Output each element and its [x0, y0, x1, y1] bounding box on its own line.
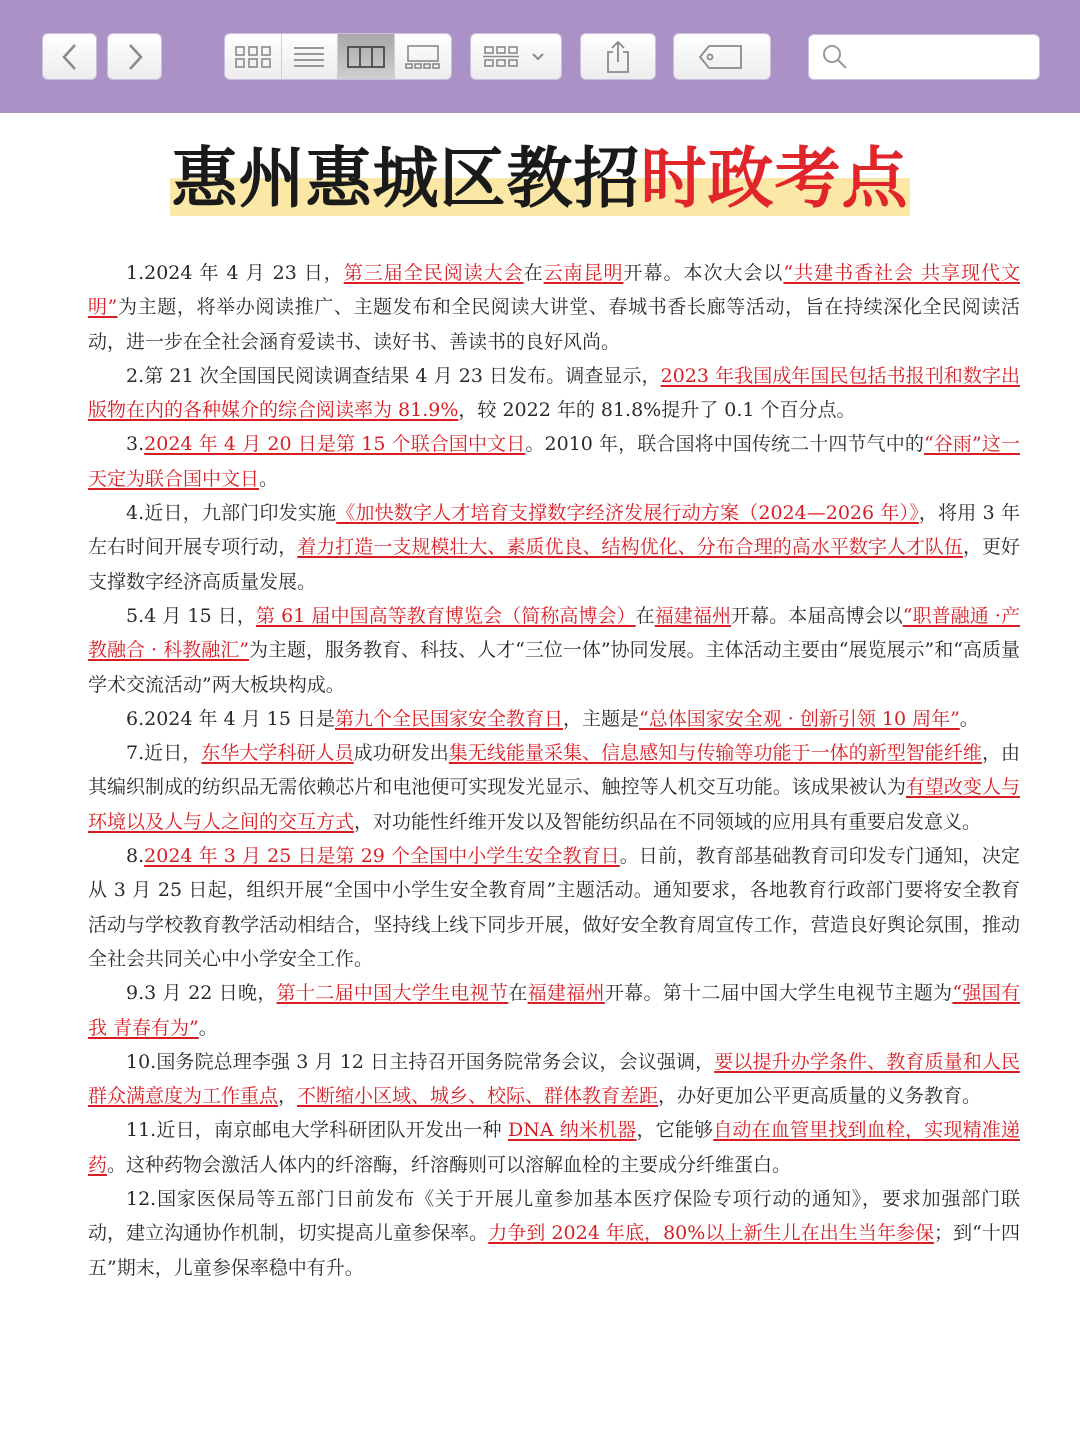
body-text: 为主题，服务教育、科技、人才“三位一体”协同发展。主体活动主要由“展览展示”和“高质量学术交流活动”两大板块构成。 — [88, 639, 1020, 696]
search-input[interactable] — [857, 38, 1031, 76]
highlight-text: 有望改变人与环境以及人与人之间的交互方式 — [88, 776, 1020, 833]
list-view-button[interactable] — [282, 34, 339, 79]
body-text: 6.2024 年 4 月 15 日是 — [126, 707, 335, 730]
highlight-text: “谷雨”这一天定为联合国中文日 — [88, 433, 1020, 490]
news-item — [88, 599, 1020, 702]
highlight-text: 第十二届中国大学生电视节 — [276, 982, 509, 1005]
body-text: ，较 2022 年的 81.8%提升了 0.1 个百分点。 — [458, 399, 856, 422]
body-text: 11.近日，南京邮电大学科研团队开发出一种 — [126, 1119, 508, 1142]
news-item — [88, 976, 1020, 1045]
share-button[interactable] — [580, 33, 656, 80]
body-text: ，更好支撑数字经济高质量发展。 — [88, 536, 1020, 593]
title-red-part: 时政考点 — [640, 140, 909, 217]
group-by-icon — [481, 44, 551, 70]
highlight-text: 力争到 2024 年底，80%以上新生儿在出生当年参保 — [488, 1222, 935, 1245]
highlight-text: 2024 年 4 月 20 日是第 15 个联合国中文日 — [144, 433, 526, 456]
gallery-view-icon — [404, 44, 442, 70]
highlight-text: “强国有我 青春有为” — [88, 982, 1020, 1039]
body-text: 。 — [259, 467, 279, 490]
news-item — [88, 736, 1020, 839]
highlight-text: “职普融通 ·产教融合 · 科教融汇” — [88, 604, 1020, 662]
highlight-text: 不断缩小区域、城乡、校际、群体教育差距 — [297, 1085, 659, 1108]
gallery-view-button[interactable] — [395, 34, 452, 79]
body-text: 1.2024 年 4 月 23 日， — [126, 262, 344, 284]
news-item — [88, 1182, 1020, 1285]
body-text: 开幕。本届高博会以 — [731, 604, 903, 627]
body-text: 2.第 21 次全国国民阅读调查结果 4 月 23 日发布。调查显示， — [126, 364, 661, 387]
body-text: 。日前，教育部基础教育司印发专门通知，决定从 3 月 25 日起，组织开展“全国中小学生安全教育周”主题活动。通知要求，各地教育行政部门要将安全教育活动与学校教育教学活动相结合，坚持线上线下同步开展，做好安全教育周宣传工作，营造良好舆论氛围，推动全社会共同关心中小学安全工作。 — [88, 845, 1020, 970]
body-text: 。 — [198, 1016, 218, 1039]
body-text: 3. — [126, 433, 145, 456]
highlight-text: 《加快数字人才培育支撑数字经济发展行动方案（2024—2026 年）》 — [336, 502, 919, 525]
body-text: 9.3 月 22 日晚， — [126, 982, 277, 1005]
body-text: 在 — [523, 262, 544, 284]
body-text: 在 — [508, 982, 528, 1005]
news-item — [88, 702, 1020, 736]
body-text: ， — [278, 1085, 298, 1108]
highlight-text: 东华大学科研人员 — [201, 742, 354, 765]
chevron-left-icon — [59, 42, 81, 72]
highlight-text: 2023 年我国成年国民包括书报刊和数字出版物在内的各种媒介的综合阅读率为 81.9% — [88, 364, 1020, 422]
highlight-text: 福建福州 — [527, 982, 605, 1005]
body-text: ，对功能性纤维开发以及智能纺织品在不同领域的应用具有重要启发意义。 — [354, 810, 982, 833]
search-field[interactable] — [808, 34, 1040, 80]
body-text: 5.4 月 15 日， — [126, 604, 256, 627]
tag-button[interactable] — [673, 33, 771, 80]
body-text: 8. — [126, 845, 145, 868]
back-button[interactable] — [42, 33, 97, 80]
highlight-text: 着力打造一支规模壮大、素质优良、结构优化、分布合理的高水平数字人才队伍 — [297, 536, 963, 559]
news-item — [88, 1113, 1020, 1182]
title-black-part: 惠州惠城区教招 — [171, 140, 641, 217]
body-text: 4.近日，九部门印发实施 — [126, 502, 337, 525]
body-text: 开幕。本次大会以 — [623, 262, 784, 284]
group-by-button[interactable] — [470, 33, 562, 80]
search-icon — [821, 43, 849, 71]
view-mode-segmented-control — [224, 33, 452, 80]
article-body — [88, 256, 1020, 1285]
column-view-icon — [346, 44, 386, 70]
body-text: 。2010 年，联合国将中国传统二十四节气中的 — [525, 433, 924, 456]
news-item — [88, 427, 1020, 496]
highlight-text: 云南昆明 — [543, 262, 624, 284]
highlight-text: DNA 纳米机器 — [507, 1119, 637, 1142]
chevron-right-icon — [124, 42, 146, 72]
body-text: ，主题是 — [562, 707, 639, 730]
highlight-text: 2024 年 3 月 25 日是第 29 个全国中小学生安全教育日 — [144, 845, 620, 868]
highlight-text: “总体国家安全观 · 创新引领 10 周年” — [638, 707, 960, 730]
body-text: 7.近日， — [126, 742, 202, 765]
body-text: 在 — [635, 604, 655, 627]
news-item — [88, 359, 1020, 428]
news-item — [88, 496, 1020, 599]
body-text: 成功研发出 — [353, 742, 449, 765]
body-text: ，它能够 — [636, 1119, 714, 1142]
highlight-text: 自动在血管里找到血栓，实现精准递药 — [88, 1119, 1020, 1176]
highlight-text: 集无线能量采集、信息感知与传输等功能于一体的新型智能纤维 — [448, 742, 982, 765]
news-item — [88, 256, 1020, 359]
body-text: 开幕。第十二届中国大学生电视节主题为 — [604, 982, 953, 1005]
body-text: 。 — [959, 707, 979, 730]
news-item — [88, 839, 1020, 976]
body-text: ，办好更加公平更高质量的义务教育。 — [658, 1085, 982, 1108]
forward-button[interactable] — [107, 33, 162, 80]
news-item — [88, 1045, 1020, 1114]
body-text: 。这种药物会激活人体内的纤溶酶，纤溶酶则可以溶解血栓的主要成分纤维蛋白。 — [107, 1153, 792, 1176]
highlight-text: “共建书香社会 共享现代文明” — [88, 262, 1020, 319]
list-view-icon — [292, 45, 326, 69]
body-text: ，将用 3 年左右时间开展专项行动， — [88, 502, 1021, 559]
body-text: 12.国家医保局等五部门日前发布《关于开展儿童参加基本医疗保险专项行动的通知》，要求加强部门联动，建立沟通协作机制，切实提高儿童参保率。 — [88, 1188, 1020, 1245]
column-view-button[interactable] — [338, 34, 395, 79]
highlight-text: 要以提升办学条件、教育质量和人民群众满意度为工作重点 — [88, 1050, 1020, 1108]
body-text: 10.国务院总理李强 3 月 12 日主持召开国务院常务会议，会议强调， — [126, 1050, 715, 1073]
highlight-text: 福建福州 — [654, 604, 732, 627]
window-toolbar — [0, 0, 1080, 113]
highlight-text: 第三届全民阅读大会 — [343, 262, 524, 284]
highlight-text: 第 61 届中国高等教育博览会（简称高博会） — [255, 604, 636, 627]
page-title — [0, 136, 1080, 222]
body-text: ，由其编织制成的纺织品无需依赖芯片和电池便可实现发光显示、触控等人机交互功能。该成果被认为 — [88, 742, 1020, 799]
share-icon — [603, 40, 633, 74]
body-text: ；到“十四五”期末，儿童参保率稳中有升。 — [88, 1222, 1020, 1279]
tag-icon — [697, 42, 747, 72]
icon-view-icon — [234, 45, 272, 69]
highlight-text: 第九个全民国家安全教育日 — [334, 707, 563, 730]
icon-view-button[interactable] — [225, 34, 282, 79]
body-text: 为主题，将举办阅读推广、主题发布和全民阅读大讲堂、春城书香长廊等活动，旨在持续深化全民阅读活动，进一步在全社会涵育爱读书、读好书、善读书的良好风尚。 — [88, 296, 1020, 353]
